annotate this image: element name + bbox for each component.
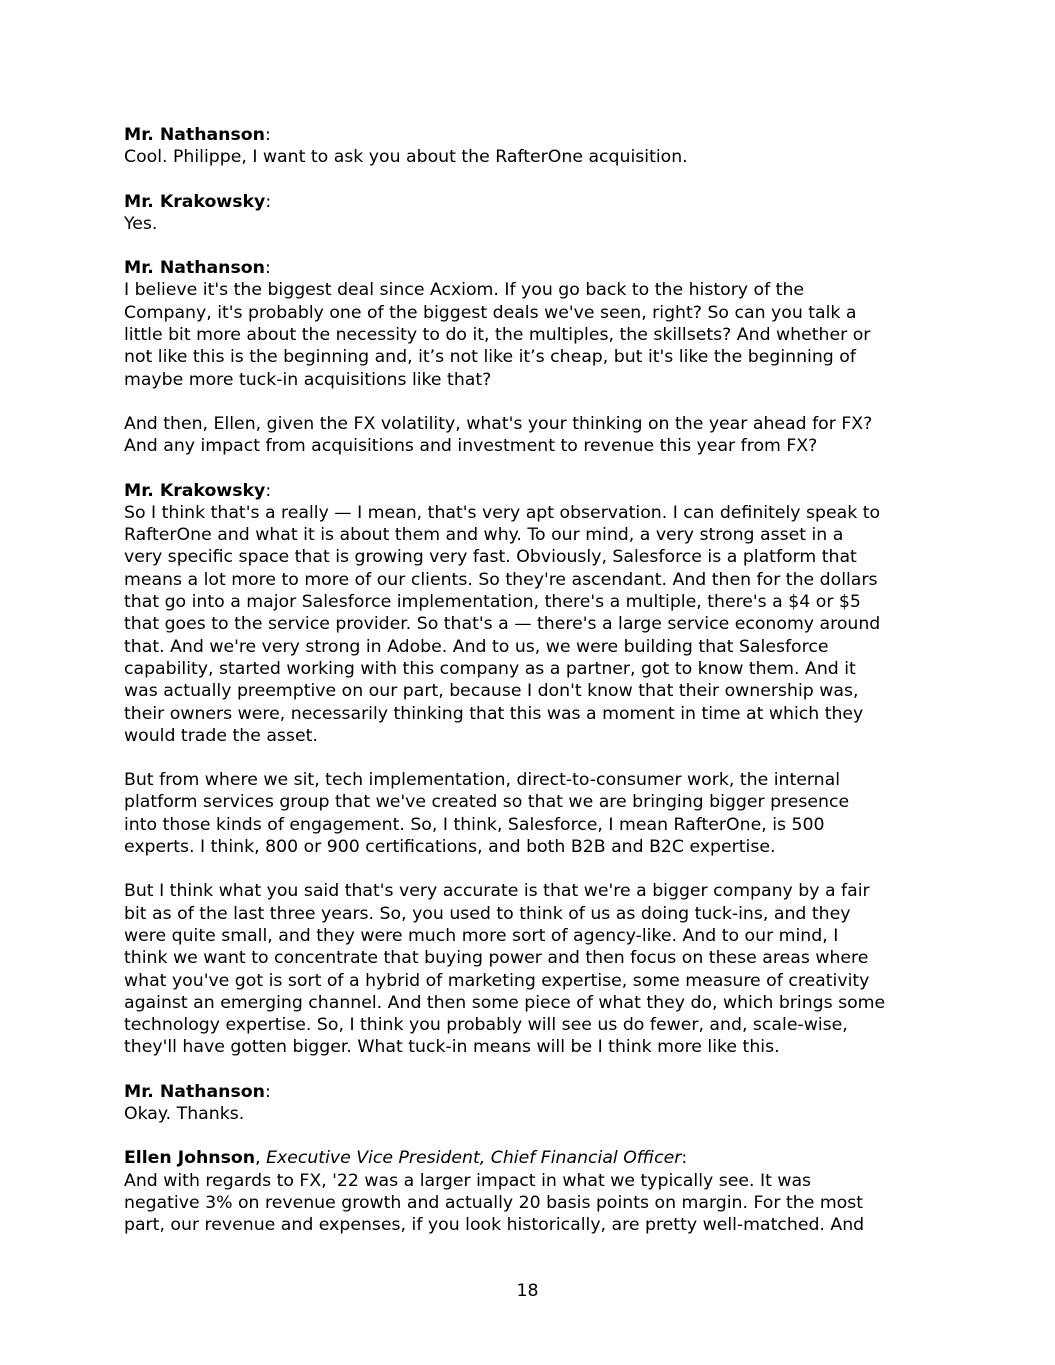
transcript-entry — [124, 480, 944, 1059]
speaker-colon: : — [681, 1148, 688, 1169]
speaker-name: Mr. Nathanson — [124, 1081, 265, 1102]
speaker-name: Mr. Krakowsky — [124, 480, 266, 501]
transcript-entry — [124, 124, 944, 169]
transcript-body — [124, 124, 944, 1258]
speaker-line — [124, 480, 944, 502]
speaker-name: Mr. Nathanson — [124, 125, 265, 145]
paragraph: Yes. — [124, 213, 158, 234]
transcript-entry — [124, 191, 944, 236]
speaker-line — [124, 191, 944, 213]
speaker-line — [124, 124, 944, 146]
speaker-name: Ellen Johnson — [124, 1148, 256, 1169]
speaker-name: Mr. Krakowsky — [124, 191, 266, 212]
speaker-line — [124, 1081, 944, 1103]
speaker-name: Mr. Nathanson — [124, 258, 265, 279]
transcript-entry — [124, 1147, 944, 1236]
speaker-colon: : — [264, 258, 271, 279]
speaker-line — [124, 1147, 944, 1169]
speaker-title-separator: , — [255, 1148, 267, 1169]
paragraph: But I think what you said that's very accurate is that we're a bigger company by a fair bit as of the last three years. So, you used to think of us as doing tuck-ins, and they were quite small, and they were much more sort of agency-like. And to our mind, I think we want to concentrate that buying power and then focus on these areas where what you've got is sort of a hybrid of marketing expertise, some measure of creativity against an emerging channel. And then some piece of what they do, which brings some technology expertise. So, I think you probably will see us do fewer, and, scale-wise, they'll have gotten bigger. What tuck-in means will be I think more like this. — [124, 881, 886, 1058]
speaker-colon: : — [264, 1081, 271, 1102]
speaker-line — [124, 257, 944, 279]
paragraph: And then, Ellen, given the FX volatility, what's your thinking on the year ahead for FX? And any impact from acquisitions and investment to revenue this year from FX? — [124, 413, 873, 457]
speaker-colon: : — [264, 125, 271, 145]
paragraph: Cool. Philippe, I want to ask you about the RafterOne acquisition. — [124, 147, 688, 168]
transcript-entry — [124, 257, 944, 457]
paragraph: But from where we sit, tech implementation, direct-to-consumer work, the internal platform services group that we've created so that we are bringing bigger presence into those kinds of engagement. So, I think, Salesforce, I mean RafterOne, is 500 experts. I think, 800 or 900 certifications, and both B2B and B2C expertise. — [124, 770, 850, 858]
speaker-colon: : — [265, 191, 272, 212]
speaker-colon: : — [265, 480, 272, 501]
paragraph: So I think that's a really — I mean, that's very apt observation. I can definitely speak to RafterOne and what it is about them and why. To our mind, a very strong asset in a very specific space that is growing very fast. Obviously, Salesforce is a platform that means a lot more to more of our clients. So they're ascendant. And then for the dollars that go into a major Salesforce implementation, there's a multiple, there's a $4 or $5 that goes to the service provider. So that's a — there's a large service economy around that. And we're very strong in Adobe. And to us, we were building that Salesforce capability, started working with this company as a partner, got to know them. And it was actually preemptive on our part, because I don't know that their ownership was, their owners were, necessarily thinking that this was a moment in time at which they would trade the asset. — [124, 502, 881, 746]
paragraph: I believe it's the biggest deal since Acxiom. If you go back to the history of the Company, it's probably one of the biggest deals we've seen, right? So can you talk a little bit more about the necessity to do it, the multiples, the skillsets? And whether or not like this is the beginning and, it’s not like it’s cheap, but it's like the beginning of maybe more tuck-in acquisitions like that? — [124, 280, 871, 390]
paragraph: And with regards to FX, '22 was a larger impact in what we typically see. It was negative 3% on revenue growth and actually 20 basis points on margin. For the most part, our revenue and expenses, if you look historically, are pretty well-matched. And — [124, 1170, 865, 1236]
transcript-entry — [124, 1081, 944, 1126]
paragraph: Okay. Thanks. — [124, 1103, 245, 1124]
speaker-title: Executive Vice President, Chief Financial Officer — [266, 1148, 682, 1169]
page-number: 18 — [516, 1281, 539, 1301]
